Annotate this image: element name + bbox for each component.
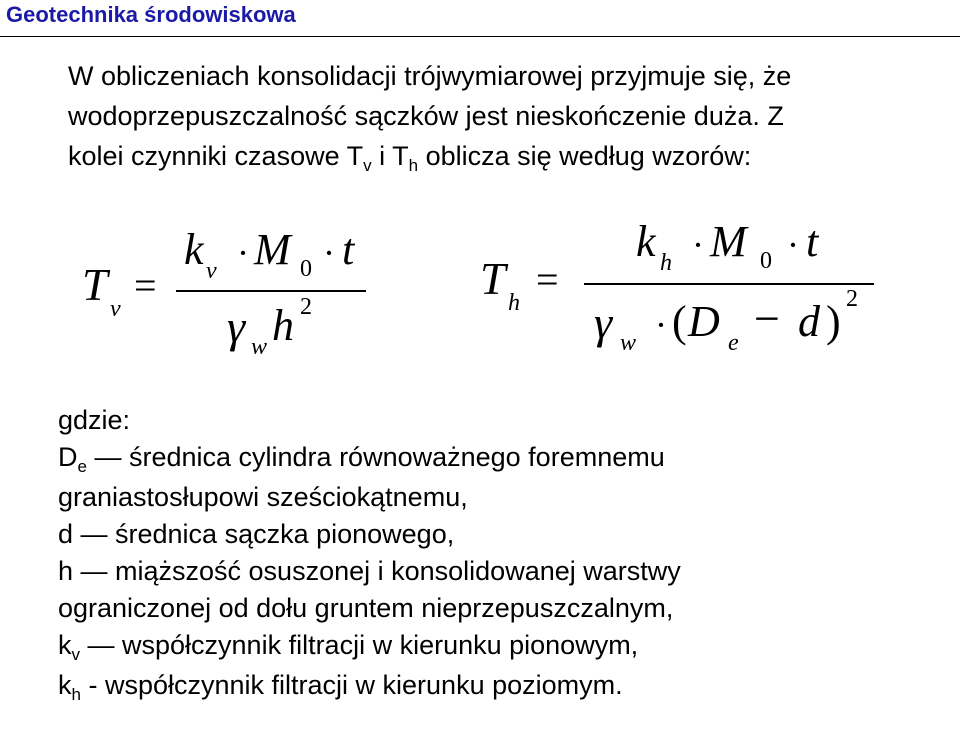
th-lhs-sub: h <box>508 290 520 316</box>
intro-line-3-a: kolei czynniki czasowe T <box>68 141 364 171</box>
tv-den-h: h <box>272 301 294 350</box>
kh-symbol: k <box>58 670 72 700</box>
th-dot-3: · <box>655 305 667 345</box>
th-num-M-sub: 0 <box>760 248 772 274</box>
th-den-sup: 2 <box>846 286 858 312</box>
th-dot-1: · <box>692 225 704 265</box>
definition-de <box>58 439 938 479</box>
kh-subscript: h <box>71 685 81 704</box>
tv-dot-2: · <box>323 233 335 273</box>
th-den-d: d <box>798 297 820 346</box>
intro-line-3-c: oblicza się według wzorów: <box>418 141 752 171</box>
th-dot-2: · <box>787 225 799 265</box>
th-num-k-sub: h <box>660 250 672 276</box>
definition-h: h — miąższość osuszonej i konsolidowanej warstwy <box>58 556 681 586</box>
kv-subscript: v <box>71 645 80 664</box>
kv-symbol: k <box>58 630 72 660</box>
th-num-t: t <box>806 217 819 266</box>
tv-equals: = <box>134 263 157 308</box>
th-num-M: M <box>710 217 747 266</box>
definition-d: d — średnica sączka pionowego, <box>58 519 455 549</box>
th-equals: = <box>536 257 559 302</box>
page-header-title: Geotechnika środowiskowa <box>6 2 296 27</box>
th-den-D-sub: e <box>728 330 739 356</box>
th-fraction-bar <box>584 283 874 285</box>
tv-lhs-sub: v <box>110 296 121 322</box>
th-lhs-T: T <box>480 253 506 304</box>
intro-sub-h: h <box>408 156 419 175</box>
definitions-heading: gdzie: <box>58 405 131 435</box>
tv-num-M-sub: 0 <box>300 256 312 282</box>
definitions-list <box>58 402 938 707</box>
th-den-gamma: γ <box>594 297 613 348</box>
de-symbol: D <box>58 442 78 472</box>
tv-lhs-T: T <box>82 259 108 310</box>
definition-kh <box>58 667 938 707</box>
definition-h-cont: ograniczonej od dołu gruntem nieprzepuszczalnym, <box>58 593 674 623</box>
tv-num-M: M <box>254 225 291 274</box>
th-num-k: k <box>636 217 656 266</box>
tv-num-k: k <box>184 225 204 274</box>
definition-kv <box>58 627 938 667</box>
de-text: — średnica cylindra równoważnego foremnemu <box>86 442 665 472</box>
th-den-minus: − <box>754 293 780 344</box>
intro-line-2: wodoprzepuszczalność sączków jest nieskończenie duża. Z <box>68 101 784 131</box>
th-den-close-paren: ) <box>826 297 841 346</box>
tv-dot-1: · <box>237 233 249 273</box>
kh-text: - współczynnik filtracji w kierunku poziomym. <box>80 670 623 700</box>
de-subscript: e <box>77 457 87 476</box>
th-den-D: D <box>688 297 720 346</box>
tv-den-gamma: γ <box>227 301 246 352</box>
definition-de-cont: graniastosłupowi sześciokątnemu, <box>58 482 468 512</box>
intro-line-1: W obliczeniach konsolidacji trójwymiarowej przyjmuje się, że <box>68 61 792 91</box>
tv-den-h-sup: 2 <box>300 294 312 320</box>
kv-text: — współczynnik filtracji w kierunku pionowym, <box>80 630 639 660</box>
intro-sub-v: v <box>363 156 372 175</box>
intro-line-3-b: i T <box>371 141 409 171</box>
tv-num-k-sub: v <box>206 258 217 284</box>
tv-num-t: t <box>342 225 355 274</box>
th-den-open-paren: ( <box>672 297 687 346</box>
tv-den-gamma-sub: w <box>251 334 268 360</box>
th-den-gamma-sub: w <box>620 330 637 356</box>
